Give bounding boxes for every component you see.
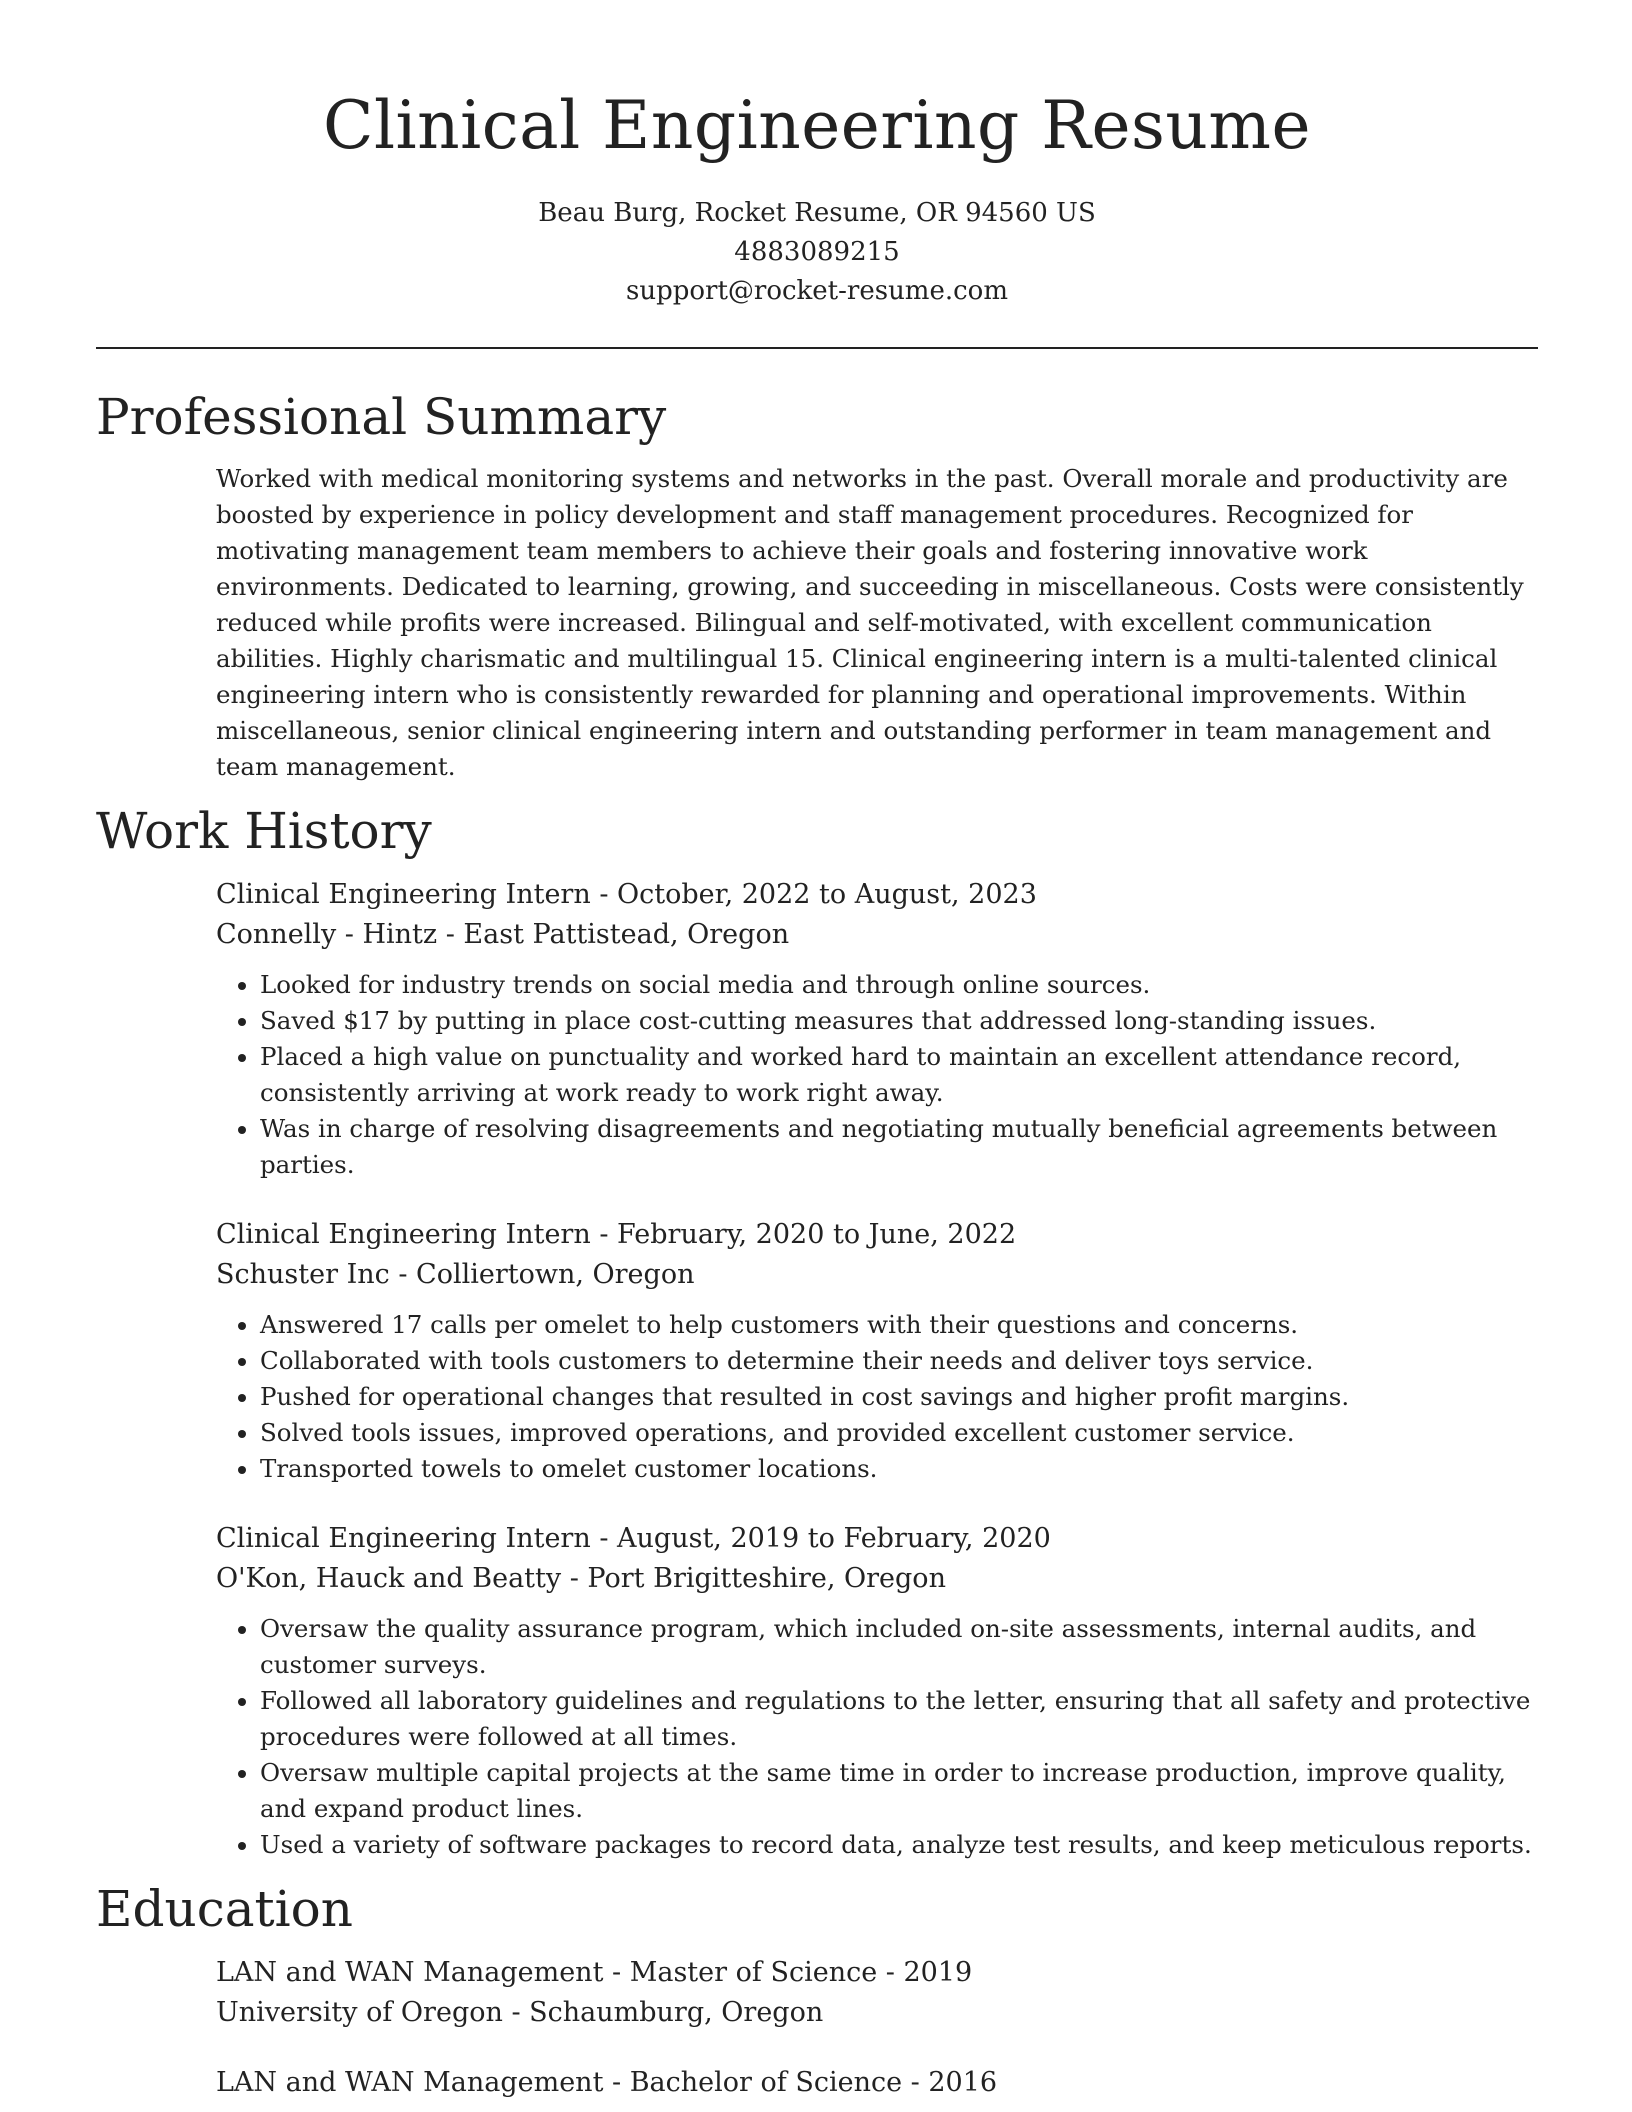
work-history-heading: Work History [96,802,432,860]
contact-phone: 4883089215 [734,237,900,267]
job-dates: - February, 2020 to June, 2022 [590,1219,1017,1250]
job-company-line [216,1255,1538,1295]
list-item: • Used a variety of software packages to record data, analyze test results, and keep meticulous reports. [260,1827,1538,1863]
work-history-section [96,875,1538,1863]
job-dates: - October, 2022 to August, 2023 [590,879,1037,910]
education-section [96,1953,1538,2103]
education-degree-line [216,2063,1538,2103]
list-item: • Transported towels to omelet customer locations. [260,1451,1538,1487]
job-entry-1 [216,875,1538,1183]
contact-block [96,194,1538,311]
list-item: • Was in charge of resolving disagreements and negotiating mutually beneficial agreements between parties. [260,1111,1538,1183]
job-entry-2 [216,1215,1538,1487]
contact-email: support@rocket-resume.com [625,276,1008,306]
job-title-line [216,875,1538,915]
job-bullets [216,967,1538,1183]
job-location: - Port Brigitteshire, Oregon [561,1563,946,1594]
education-school-line [216,1993,1538,2033]
list-item: • Collaborated with tools customers to determine their needs and deliver toys service. [260,1343,1538,1379]
education-entry-2 [216,2063,1538,2103]
summary-section [96,461,1538,785]
contact-address: Beau Burg, Rocket Resume, OR 94560 US [538,198,1096,228]
summary-text: Worked with medical monitoring systems and networks in the past. Overall morale and productivity are boosted by experience in policy development and staff management procedures. Recognized for motivating management team members to achieve their goals and fostering innovative work environments. Dedicated to learning, growing, and succeeding in miscellaneous. Costs were consistently reduced while profits were increased. Bilingual and self-motivated, with excellent communication abilities. Highly charismatic and multilingual 15. Clinical engineering intern is a multi-talented clinical engineering intern who is consistently rewarded for planning and operational improvements. Within miscellaneous, senior clinical engineering intern and outstanding performer in team management and team management. [216,464,1524,781]
job-company: Schuster Inc [216,1259,390,1290]
education-field: LAN and WAN Management [216,1957,604,1988]
list-item: • Followed all laboratory guidelines and regulations to the letter, ensuring that all safety and protective procedures were followed at all times. [260,1683,1538,1755]
resume-page [96,0,1538,2103]
list-item: • Answered 17 calls per omelet to help customers with their questions and concerns. [260,1307,1538,1343]
list-item: • Solved tools issues, improved operations, and provided excellent customer service. [260,1415,1538,1451]
list-item: • Oversaw multiple capital projects at the same time in order to increase production, improve quality, and expand product lines. [260,1755,1538,1827]
job-dates: - August, 2019 to February, 2020 [590,1523,1051,1554]
education-degree: - Master of Science - 2019 [603,1957,973,1988]
list-item: • Saved $17 by putting in place cost-cutting measures that addressed long-standing issues. [260,1003,1538,1039]
list-item: • Pushed for operational changes that resulted in cost savings and higher profit margins. [260,1379,1538,1415]
education-field: LAN and WAN Management [216,2067,604,2098]
job-title-line [216,1215,1538,1255]
list-item: • Placed a high value on punctuality and worked hard to maintain an excellent attendance record, consistently arriving at work ready to work right away. [260,1039,1538,1111]
header-divider [96,347,1538,349]
job-company: Connelly - Hintz [216,919,438,950]
job-role: Clinical Engineering Intern [216,879,591,910]
education-degree: - Bachelor of Science - 2016 [603,2067,998,2098]
job-bullets [216,1307,1538,1487]
job-location: - East Pattistead, Oregon [437,919,790,950]
education-degree-line [216,1953,1538,1993]
job-company-line [216,1559,1538,1599]
list-item: • Looked for industry trends on social media and through online sources. [260,967,1538,1003]
education-heading: Education [96,1880,353,1938]
job-location: - Colliertown, Oregon [389,1259,695,1290]
job-role: Clinical Engineering Intern [216,1523,591,1554]
education-school: University of Oregon [216,1997,503,2028]
job-company-line [216,915,1538,955]
job-company: O'Kon, Hauck and Beatty [216,1563,562,1594]
job-title-line [216,1519,1538,1559]
job-entry-3 [216,1519,1538,1863]
job-role: Clinical Engineering Intern [216,1219,591,1250]
education-location: - Schaumburg, Oregon [502,1997,824,2028]
resume-title: Clinical Engineering Resume [322,87,1312,164]
job-bullets [216,1611,1538,1863]
list-item: • Oversaw the quality assurance program, which included on-site assessments, internal audits, and customer surveys. [260,1611,1538,1683]
summary-heading: Professional Summary [96,388,667,446]
education-entry-1 [216,1953,1538,2033]
